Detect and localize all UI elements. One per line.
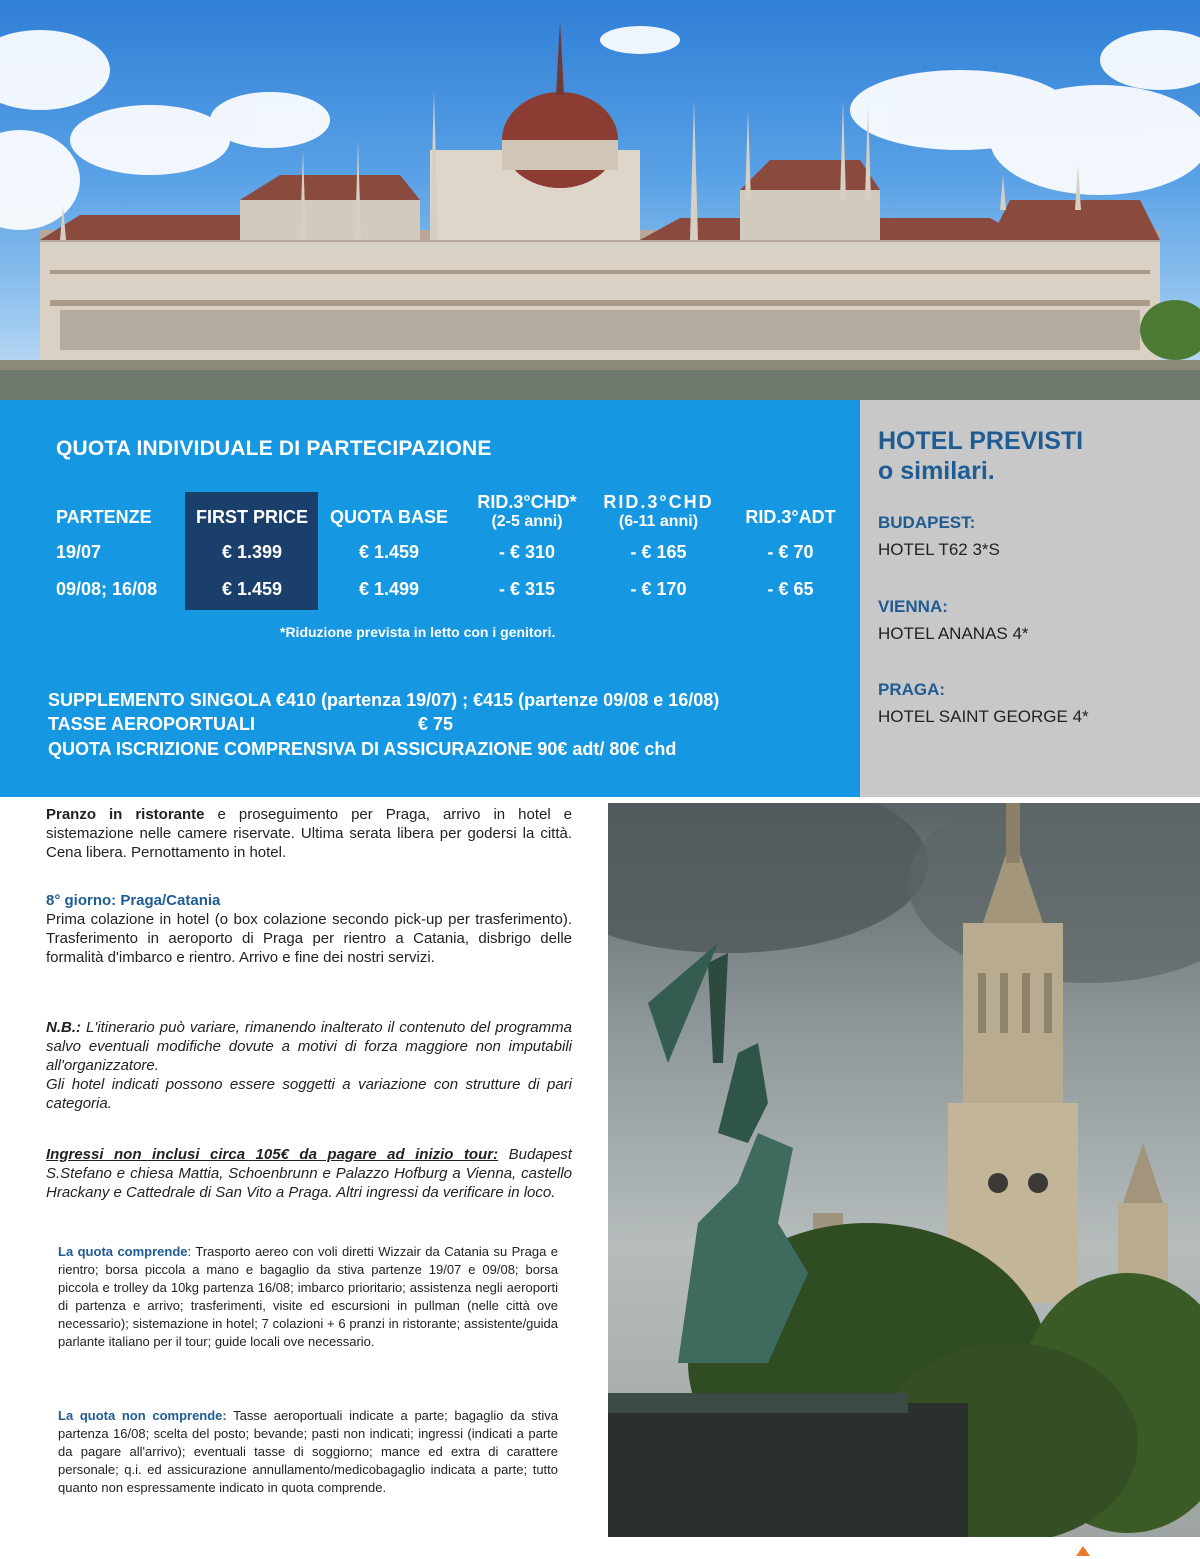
- airport-taxes-label: TASSE AEROPORTUALI: [48, 714, 256, 734]
- hotel-city-vienna: VIENNA:: [878, 597, 948, 616]
- registration-fee: QUOTA ISCRIZIONE COMPRENSIVA DI ASSICURAZIONE 90€ adt/ 80€ chd: [48, 739, 677, 759]
- hotels-title: [878, 426, 1083, 486]
- header-rid-chd-6-11: [596, 492, 721, 532]
- header-quota-base: QUOTA BASE: [329, 507, 448, 527]
- row-1-rid-chd-2-5: - € 310: [498, 542, 556, 562]
- quota-comprende-label: La quota comprende: [58, 1244, 188, 1259]
- nb-text: L'itinerario può variare, rimanendo inalterato il contenuto del programma salvo eventuali modifiche dovute a motivi di forza maggiore non imputabili all'organizzatore.: [46, 1019, 572, 1074]
- vienna-photo: [608, 803, 1200, 1537]
- nb-label: N.B.:: [46, 1019, 81, 1036]
- quota-comprende: [58, 1243, 558, 1351]
- row-2-rid-chd-2-5: - € 315: [498, 579, 556, 599]
- nb-paragraph: [46, 1018, 572, 1075]
- day7-text: e proseguimento per Praga, arrivo in hotel e sistemazione nelle camere riservate. Ultima serata libera per godersi la città. Cena libera. Pernottamento in hotel.: [46, 806, 573, 861]
- row-2-first-price: € 1.459: [221, 579, 283, 599]
- reduction-note: *Riduzione prevista in letto con i genitori.: [280, 624, 556, 640]
- price-section-title: QUOTA INDIVIDUALE DI PARTECIPAZIONE: [56, 437, 492, 460]
- row-1-rid-adt: - € 70: [767, 542, 814, 562]
- row-2-rid-adt: - € 65: [767, 579, 814, 599]
- budapest-parliament-photo: [0, 0, 1200, 400]
- price-panel: [0, 400, 860, 797]
- single-supplement: SUPPLEMENTO SINGOLA €410 (partenza 19/07) ; €415 (partenze 09/08 e 16/08): [48, 690, 720, 710]
- hotel-name-budapest: HOTEL T62 3*S: [878, 540, 1000, 559]
- quota-non-comprende: [58, 1407, 558, 1497]
- day8-heading: 8° giorno: Praga/Catania: [46, 892, 221, 909]
- row-1-first-price: € 1.399: [221, 542, 283, 562]
- header-rid-chd-2-5-label: RID.3°CHD*: [477, 492, 577, 512]
- airport-taxes-value: € 75: [418, 714, 454, 734]
- header-rid-adt: RID.3°ADT: [745, 507, 836, 527]
- corner-logo-fragment: [1076, 1546, 1090, 1556]
- row-1-rid-chd-6-11: - € 165: [630, 542, 687, 562]
- hotel-city-budapest: BUDAPEST:: [878, 513, 976, 532]
- hotels-panel: [860, 400, 1200, 797]
- ingressi-paragraph: [46, 1145, 572, 1202]
- header-first-price: FIRST PRICE: [195, 507, 308, 527]
- header-rid-chd-2-5-age: (2-5 anni): [491, 513, 563, 530]
- row-2-date: 09/08; 16/08: [56, 579, 158, 599]
- nb-hotels-text: Gli hotel indicati possono essere soggetti a variazione con strutture di pari categoria.: [46, 1076, 572, 1112]
- quota-non-comprende-text: Tasse aeroportuali indicate a parte; bagaglio da stiva partenza 16/08; scelta del posto; bevande; pasti non indicati; ingressi (indicati a parte da pagare all'arrivo); eventuali tasse di soggiorno; mance ed extra di carattere personale; q.i. ed assicurazione annullamento/medicobagaglio indicata a parte; tutto quanto non espressamente indicato in quota comprende.: [58, 1408, 558, 1495]
- header-rid-chd-6-11-label: RID.3°CHD: [603, 492, 714, 512]
- day8-text: Prima colazione in hotel (o box colazione secondo pick-up per trasferimento). Trasferimento in aeroporto di Praga per rientro a Catania, disbrigo delle formalità d'imbarco e rientro. Arrivo e fine dei nostri servizi.: [46, 911, 572, 966]
- header-rid-chd-2-5: [462, 492, 592, 532]
- ingressi-text: Budapest S.Stefano e chiesa Mattia, Schoenbrunn e Palazzo Hofburg a Vienna, castello Hrackany e Cattedrale di San Vito a Praga. Altri ingressi da verificare in loco.: [46, 1146, 572, 1201]
- header-rid-chd-6-11-age: (6-11 anni): [618, 513, 699, 530]
- quota-non-comprende-label: La quota non comprende:: [58, 1408, 227, 1423]
- quota-comprende-text: : Trasporto aereo con voli diretti Wizzair da Catania su Praga e rientro; borsa piccola a mano e bagaglio da stiva partenze 19/07 e 09/08; borsa piccola e trolley da 10kg partenza 16/08; imbarco prioritario; assistenza negli aeroporti di partenza e arrivo; trasferimenti, visite ed escursioni in pullman (nelle città ove necessario); sistemazione in hotel; 7 colazioni + 6 pranzi in ristorante; assistente/guida parlante italiano per il tour; guide locali ove necessario.: [58, 1244, 558, 1349]
- ingressi-heading: Ingressi non inclusi circa 105€ da pagare ad inizio tour:: [46, 1146, 499, 1163]
- hotel-name-praga: HOTEL SAINT GEORGE 4*: [878, 707, 1089, 726]
- hotels-title-line-2: o similari.: [878, 457, 995, 485]
- header-partenze: PARTENZE: [56, 507, 152, 527]
- row-1-date: 19/07: [56, 542, 102, 562]
- row-1-quota-base: € 1.459: [358, 542, 420, 562]
- row-2-quota-base: € 1.499: [358, 579, 420, 599]
- day7-paragraph: [46, 805, 572, 862]
- day7-lunch-bold: Pranzo in ristorante: [46, 806, 205, 823]
- hotel-city-praga: PRAGA:: [878, 680, 946, 699]
- hotel-name-vienna: HOTEL ANANAS 4*: [878, 624, 1029, 643]
- row-2-rid-chd-6-11: - € 170: [630, 579, 687, 599]
- hotels-title-line-1: HOTEL PREVISTI: [878, 427, 1084, 455]
